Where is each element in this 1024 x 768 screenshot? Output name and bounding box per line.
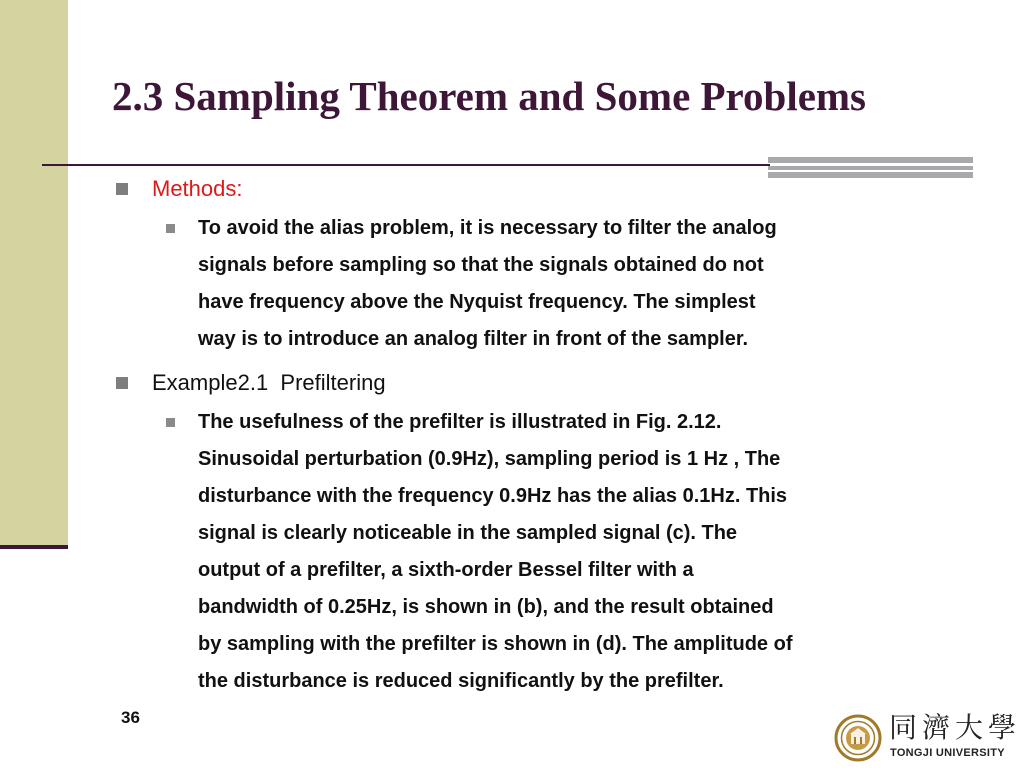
left-band-underline bbox=[0, 545, 68, 549]
slide-title: 2.3 Sampling Theorem and Some Problems bbox=[112, 73, 867, 119]
slide-content bbox=[112, 172, 972, 700]
left-decorative-band bbox=[0, 0, 68, 545]
bullet-line: The usefulness of the prefilter is illustrated in Fig. 2.12. bbox=[198, 411, 722, 433]
decorative-bar bbox=[768, 166, 973, 170]
bullet-level1 bbox=[112, 366, 972, 400]
decorative-bar bbox=[768, 157, 973, 163]
bullet-line: signal is clearly noticeable in the sampled signal (c). The bbox=[198, 522, 738, 544]
bullet-line: have frequency above the Nyquist frequency. The simplest bbox=[198, 291, 756, 313]
bullet-line: disturbance with the frequency 0.9Hz has the alias 0.1Hz. This bbox=[198, 485, 788, 507]
bullet-line: the disturbance is reduced significantly by the prefilter. bbox=[198, 670, 724, 692]
page-number: 36 bbox=[121, 708, 140, 727]
bullet-text: Methods: bbox=[152, 176, 243, 201]
bullet-level1 bbox=[112, 172, 972, 206]
bullet-level2 bbox=[112, 210, 888, 358]
university-logo bbox=[834, 711, 1022, 764]
bullet-line: bandwidth of 0.25Hz, is shown in (b), and the result obtained bbox=[198, 596, 774, 618]
square-bullet-icon bbox=[166, 224, 175, 233]
bullet-line: signals before sampling so that the signals obtained do not bbox=[198, 254, 764, 276]
title-rule bbox=[42, 164, 770, 166]
university-seal-icon bbox=[834, 714, 882, 762]
square-bullet-icon bbox=[116, 183, 128, 195]
bullet-line: by sampling with the prefilter is shown in (d). The amplitude of bbox=[198, 633, 793, 655]
university-english-name: TONGJI UNIVERSITY bbox=[890, 747, 1005, 759]
bullet-line: output of a prefilter, a sixth-order Bessel filter with a bbox=[198, 559, 694, 581]
bullet-text: Example2.1 Prefiltering bbox=[152, 370, 386, 395]
square-bullet-icon bbox=[116, 377, 128, 389]
square-bullet-icon bbox=[166, 418, 175, 427]
university-chinese-name: 同濟大學 bbox=[889, 711, 1022, 744]
bullet-line: way is to introduce an analog filter in front of the sampler. bbox=[198, 328, 749, 350]
bullet-level2 bbox=[112, 404, 888, 700]
bullet-line: Sinusoidal perturbation (0.9Hz), sampling period is 1 Hz , The bbox=[198, 448, 781, 470]
bullet-line: To avoid the alias problem, it is necessary to filter the analog bbox=[198, 217, 777, 239]
